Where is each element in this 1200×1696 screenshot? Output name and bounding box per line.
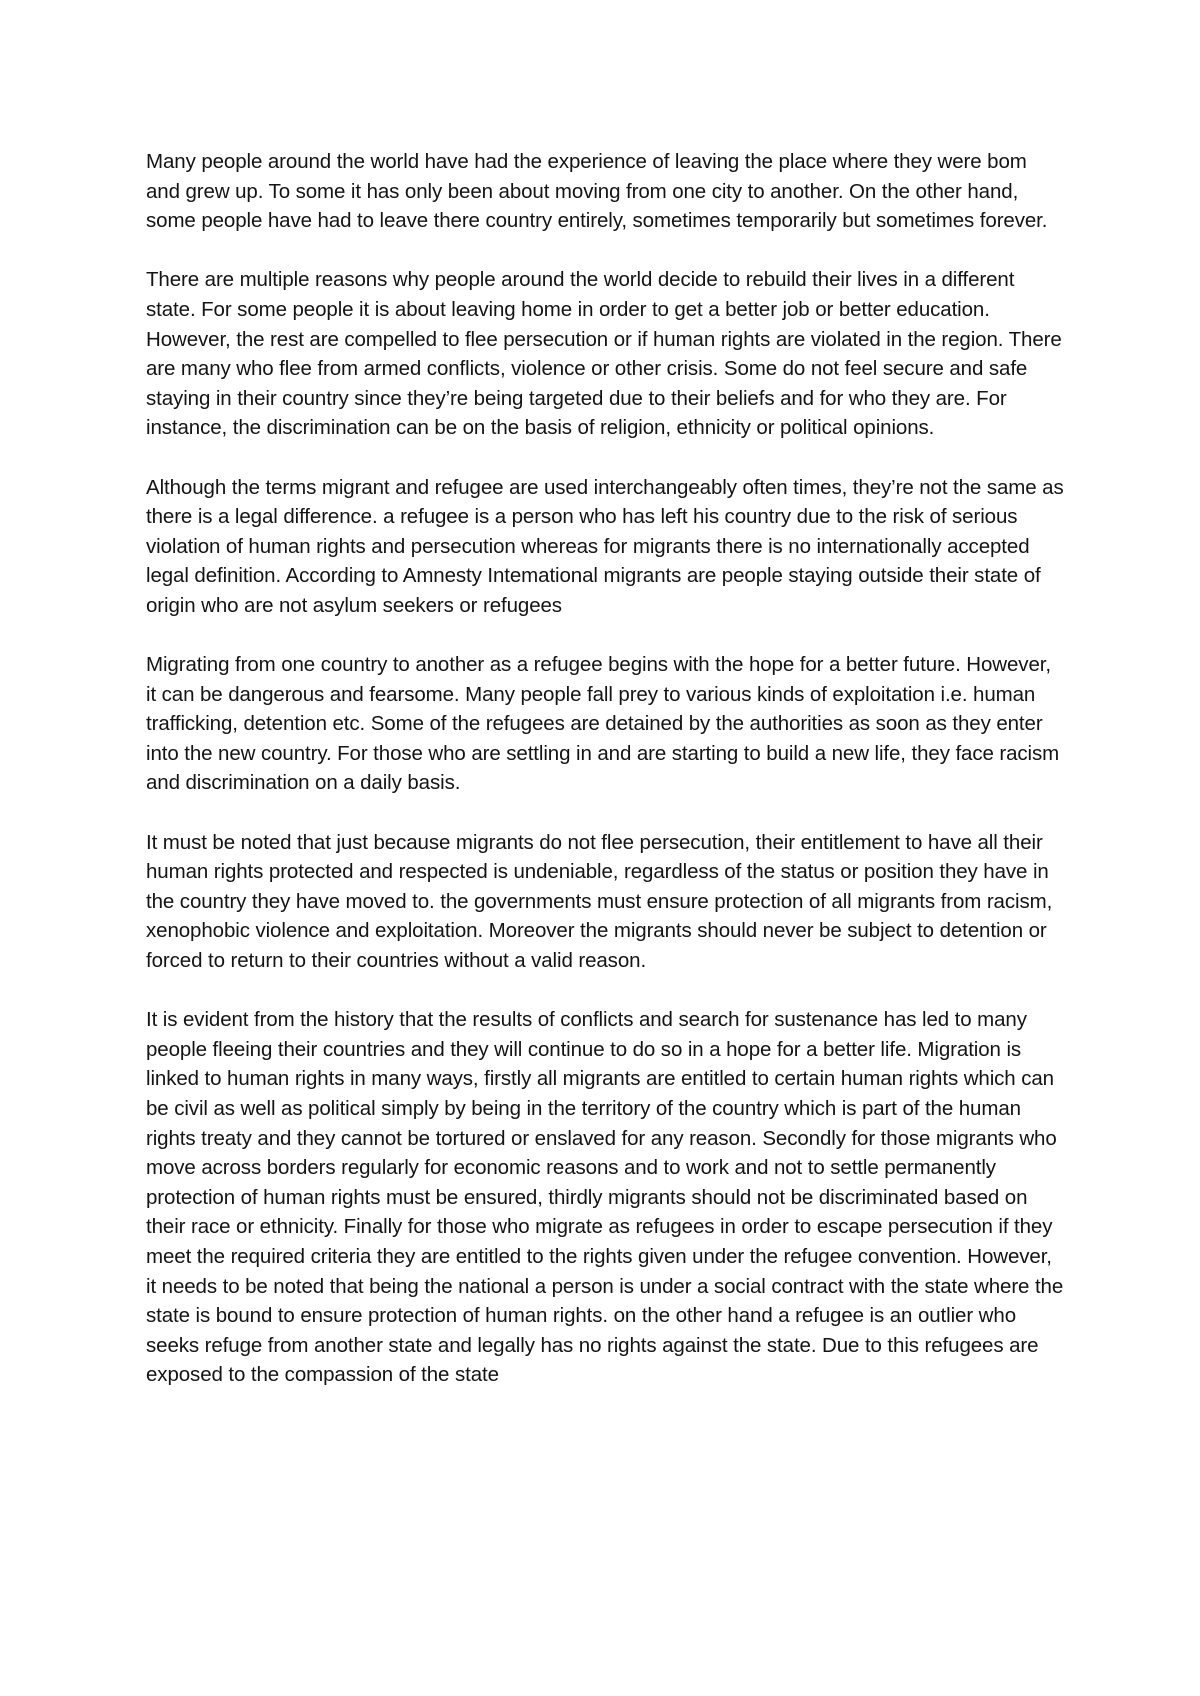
document-body [146,147,1066,1390]
paragraph-3: Although the terms migrant and refugee are used interchangeably often times, they’re not the same as there is a legal difference. a refugee is a person who has left his country due to the risk of serious violation of human rights and persecution whereas for migrants there is no internationally accepted legal definition. According to Amnesty Intemational migrants are people staying outside their state of origin who are not asylum seekers or refugees [146,475,1064,617]
paragraph-4: Migrating from one country to another as a refugee begins with the hope for a better future. However, it can be dangerous and fearsome. Many people fall prey to various kinds of exploitation i.e. human trafficking, detention etc. Some of the refugees are detained by the authorities as soon as they enter into the new country. For those who are settling in and are starting to build a new life, they face racism and discrimination on a daily basis. [146,653,1060,795]
paragraph-5: It must be noted that just because migrants do not flee persecution, their entitlement to have all their human rights protected and respected is undeniable, regardless of the status or position they have in the country they have moved to. the governments must ensure protection of all migrants from racism, xenophobic violence and exploitation. Moreover the migrants should never be subject to detention or forced to return to their countries without a valid reason. [146,830,1053,973]
paragraph-2: There are multiple reasons why people around the world decide to rebuild their lives in a different state. For some people it is about leaving home in order to get a better job or better education. However, the rest are compelled to flee persecution or if human rights are violated in the region. There are many who flee from armed conflicts, violence or other crisis. Some do not feel secure and safe staying in their country since they’re being targeted due to their beliefs and for who they are. For instance, the discrimination can be on the basis of religion, ethnicity or political opinions. [146,268,1062,440]
paragraph-1: Many people around the world have had the experience of leaving the place where they were bom and grew up. To some it has only been about moving from one city to another. On the other hand, some people have had to leave there country entirely, sometimes temporarily but sometimes forever. [146,150,1048,233]
paragraph-6: It is evident from the history that the results of conflicts and search for sustenance has led to many people fleeing their countries and they will continue to do so in a hope for a better life. Migration is linked to human rights in many ways, firstly all migrants are entitled to certain human rights which can be civil as well as political simply by being in the territory of the country which is part of the human rights treaty and they cannot be tortured or enslaved for any reason. Secondly for those migrants who move across borders regularly for economic reasons and to work and not to settle permanently protection of human rights must be ensured, thirdly migrants should not be discriminated based on their race or ethnicity. Finally for those who migrate as refugees in order to escape persecution if they meet the required criteria they are entitled to the rights given under the refugee convention. However, it needs to be noted that being the national a person is under a social contract with the state where the state is bound to ensure protection of human rights. on the other hand a refugee is an outlier who seeks refuge from another state and legally has no rights against the state. Due to this refugees are exposed to the compassion of the state [146,1008,1064,1387]
